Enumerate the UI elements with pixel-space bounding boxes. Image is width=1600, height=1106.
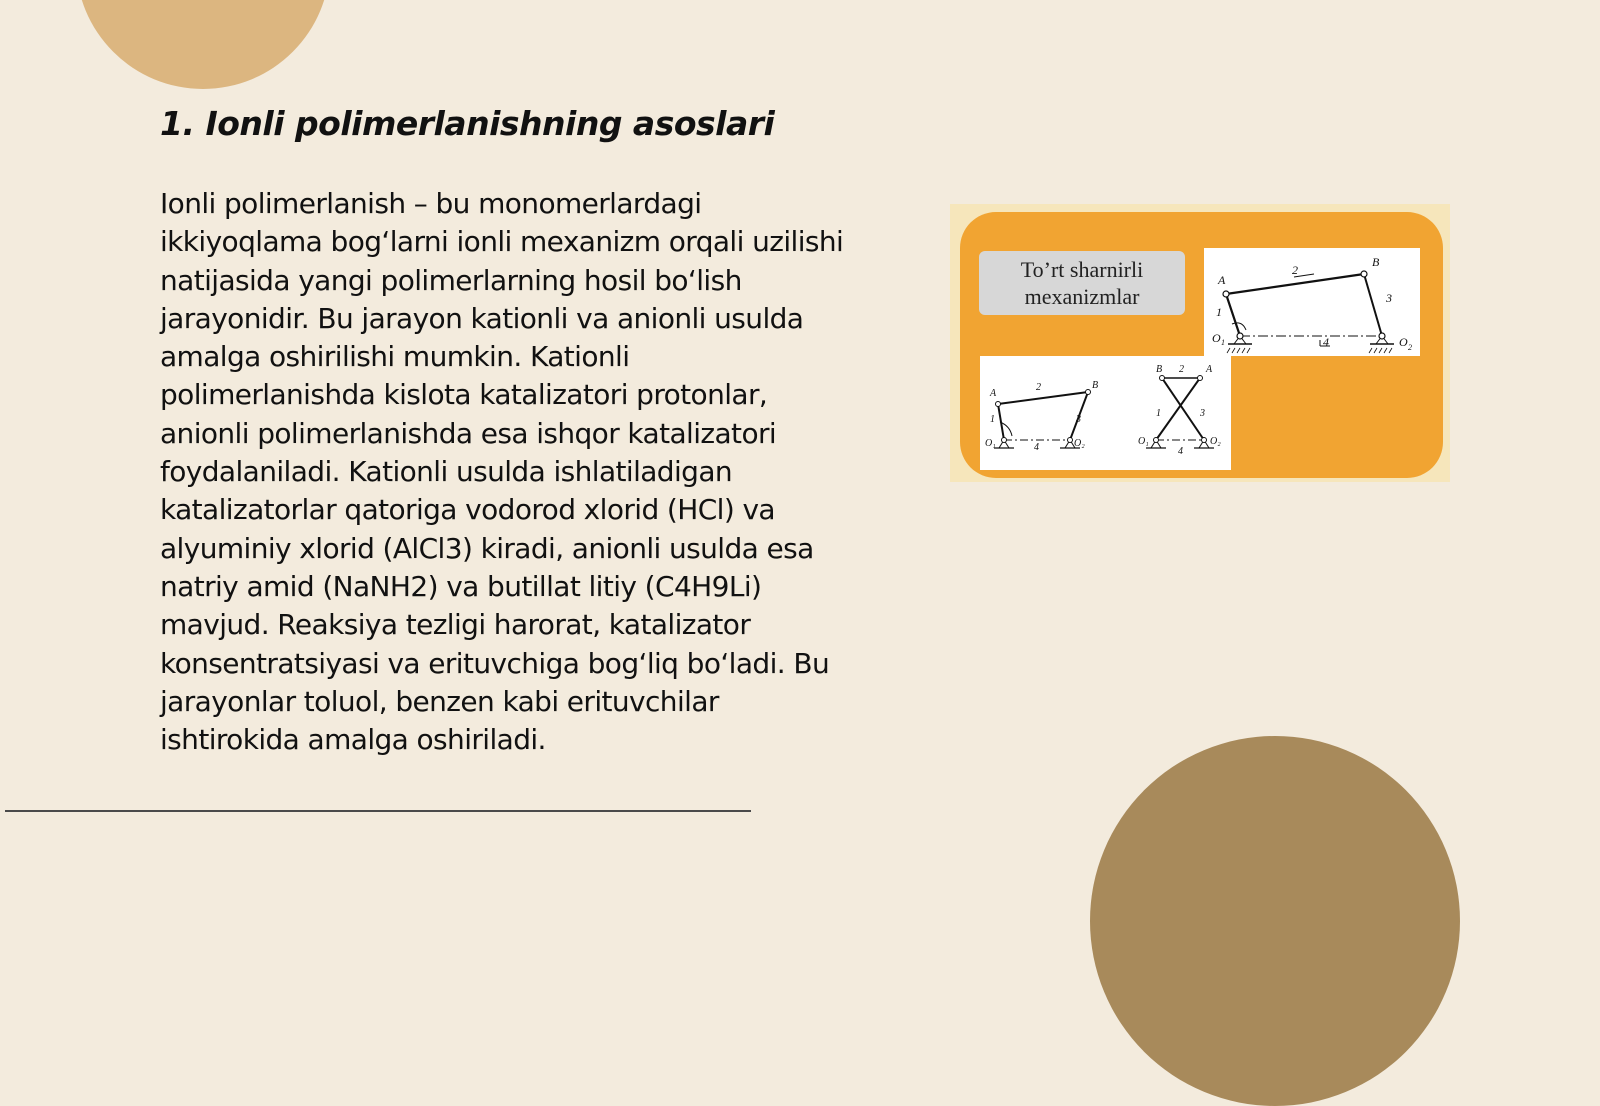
mech2-label-o1: O₁ [985, 438, 996, 449]
mech2-label-3: 3 [1076, 414, 1081, 425]
mech1-label-o1-sub: 1 [1221, 338, 1225, 347]
mech2-label-b: B [1092, 380, 1099, 391]
mech2-label-o2: O₂ [1074, 438, 1085, 449]
mech2-label-1: 1 [990, 414, 995, 425]
mech1-label-2: 2 [1292, 263, 1298, 277]
decorative-circle-top [76, 0, 330, 89]
mech1-label-o2-sub: 2 [1408, 343, 1412, 352]
mech2-label-a: A [990, 388, 997, 399]
mech3-label-a: A [1206, 364, 1213, 375]
mech3-label-2: 2 [1179, 364, 1184, 375]
mech3-label-o2: O₂ [1210, 436, 1221, 447]
mech3-label-1: 1 [1156, 408, 1161, 419]
mech1-label-o2: O [1399, 335, 1408, 349]
slide-title: 1. Ionli polimerlanishning asoslari [160, 104, 775, 143]
mech1-label-3: 3 [1386, 291, 1392, 305]
mech3-label-4: 4 [1178, 446, 1183, 457]
mech3-label-o1: O₁ [1138, 436, 1149, 447]
mech3-label-3: 3 [1200, 408, 1205, 419]
four-bar-mechanism-diagram-2 [980, 356, 1231, 470]
mech1-label-4: 4 [1323, 335, 1329, 349]
divider-line [5, 810, 751, 812]
mech1-label-o1: O [1212, 331, 1221, 345]
mech3-label-b: B [1156, 364, 1163, 375]
figure-panel [960, 212, 1443, 478]
mech1-label-a: A [1218, 273, 1226, 287]
mech1-label-1: 1 [1216, 305, 1222, 319]
figure-caption-line2: mexanizmlar [1024, 284, 1140, 309]
four-bar-mechanism-diagram-1 [1204, 248, 1420, 356]
mech2-label-2: 2 [1036, 382, 1041, 393]
mechanism-figure [950, 204, 1450, 482]
figure-caption-line1: To’rt sharnirli [1020, 257, 1144, 282]
decorative-circle-bottom [1090, 736, 1460, 1106]
figure-caption [979, 251, 1185, 315]
mech1-label-b: B [1372, 255, 1380, 269]
mech2-label-4: 4 [1034, 442, 1039, 453]
slide-body-text: Ionli polimerlanish – bu monomerlardagi ikkiyoqlama bog‘larni ionli mexanizm orqali uzilishi natijasida yangi polimerlarning hosil bo‘lish jarayonidir. Bu jarayon kationli va anionli usulda amalga oshirilishi mumkin. Kationli polimerlanishda kislota katalizatori protonlar, anionli polimerlanishda esa ishqor katalizatori foydalaniladi. Kationli usulda ishlatiladigan katalizatorlar qatoriga vodorod xlorid (HCl) va alyuminiy xlorid (AlCl3) kiradi, anionli usulda esa natriy amid (NaNH2) va butillat litiy (C4H9Li) mavjud. Reaksiya tezligi harorat, katalizator konsentratsiyasi va erituvchiga bog‘liq bo‘ladi. Bu jarayonlar toluol, benzen kabi erituvchilar ishtirokida amalga oshiriladi. [160, 187, 844, 757]
